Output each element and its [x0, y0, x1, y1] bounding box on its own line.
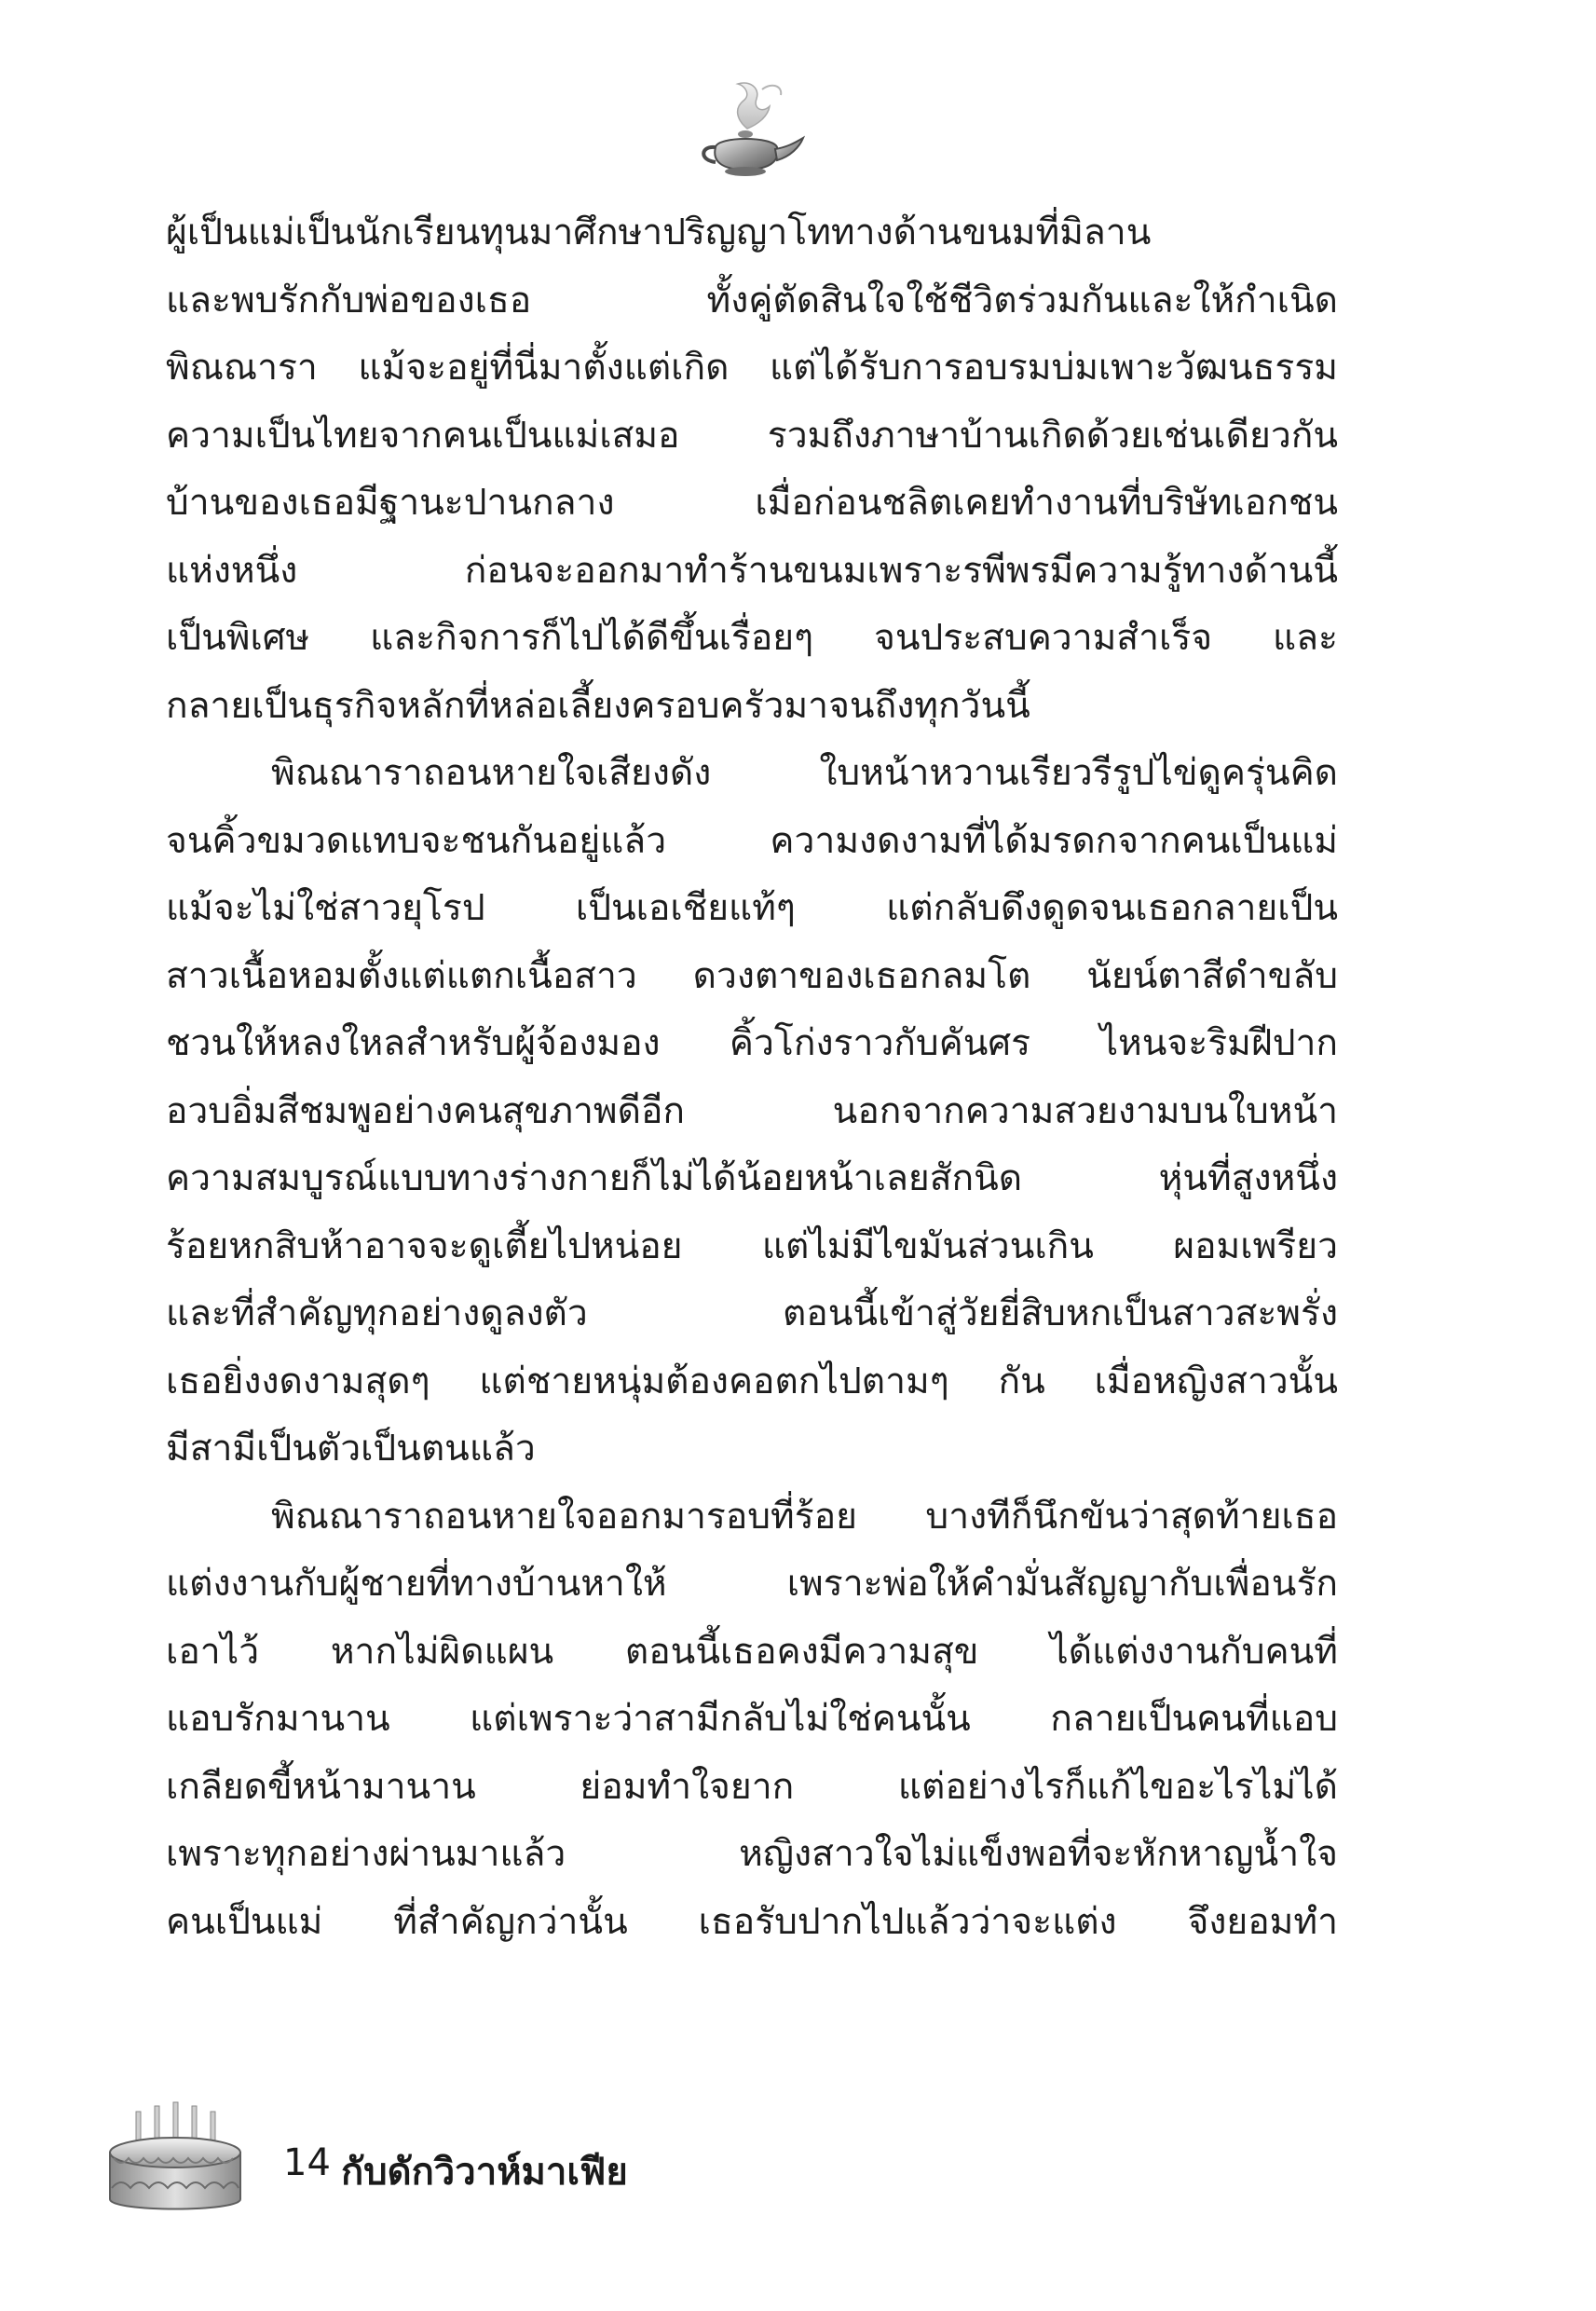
- text-line: จนคิ้วขมวดแทบจะชนกันอยู่แล้ว ความงดงามที่ได้มรดกจากคนเป็นแม่: [166, 819, 1338, 862]
- text-line: สาวเนื้อหอมตั้งแต่แตกเนื้อสาว ดวงตาของเธอกลมโต นัยน์ตาสีดำขลับ: [166, 954, 1338, 997]
- text-line: และพบรักกับพ่อของเธอ ทั้งคู่ตัดสินใจใช้ชีวิตร่วมกันและให้กำเนิด: [166, 279, 1338, 321]
- text-line: ความสมบูรณ์แบบทางร่างกายก็ไม่ได้น้อยหน้าเลยสักนิด หุ่นที่สูงหนึ่ง: [166, 1157, 1338, 1199]
- book-title: กับดักวิวาห์มาเฟีย: [341, 2151, 628, 2194]
- text-line: พิณณารา แม้จะอยู่ที่นี่มาตั้งแต่เกิด แต่ได้รับการอบรมบ่มเพาะวัฒนธรรม: [166, 347, 1338, 389]
- text-line: มีสามีเป็นตัวเป็นตนแล้ว: [166, 1428, 536, 1470]
- text-line: ผู้เป็นแม่เป็นนักเรียนทุนมาศึกษาปริญญาโททางด้านขนมที่มิลาน: [166, 212, 1152, 253]
- page-number: 14: [283, 2141, 331, 2184]
- text-line: แต่งงานกับผู้ชายที่ทางบ้านหาให้ เพราะพ่อให้คำมั่นสัญญากับเพื่อนรัก: [166, 1563, 1338, 1605]
- text-line: ร้อยหกสิบห้าอาจจะดูเตี้ยไปหน่อย แต่ไม่มีไขมันส่วนเกิน ผอมเพรียว: [166, 1224, 1338, 1267]
- text-line: พิณณาราถอนหายใจเสียงดัง ใบหน้าหวานเรียวรีรูปไข่ดูครุ่นคิด: [271, 752, 1338, 794]
- text-line: แห่งหนึ่ง ก่อนจะออกมาทำร้านขนมเพราะรพีพรมีความรู้ทางด้านนี้: [166, 549, 1338, 592]
- text-line: เกลียดขี้หน้ามานาน ย่อมทำใจยาก แต่อย่างไรก็แก้ไขอะไรไม่ได้: [166, 1765, 1338, 1808]
- text-line: บ้านของเธอมีฐานะปานกลาง เมื่อก่อนชลิตเคยทำงานที่บริษัทเอกชน: [166, 482, 1338, 524]
- text-line: ความเป็นไทยจากคนเป็นแม่เสมอ รวมถึงภาษาบ้านเกิดด้วยเช่นเดียวกัน: [166, 414, 1338, 457]
- text-line: คนเป็นแม่ ที่สำคัญกว่านั้น เธอรับปากไปแล้วว่าจะแต่ง จึงยอมทำ: [166, 1900, 1338, 1943]
- cake-icon: [101, 2095, 250, 2225]
- text-line: อวบอิ่มสีชมพูอย่างคนสุขภาพดีอีก นอกจากความสวยงามบนใบหน้า: [166, 1089, 1338, 1132]
- text-line: เอาไว้ หากไม่ผิดแผน ตอนนี้เธอคงมีความสุข ได้แต่งงานกับคนที่: [166, 1630, 1338, 1673]
- text-line: แม้จะไม่ใช่สาวยุโรป เป็นเอเชียแท้ๆ แต่กลับดึงดูดจนเธอกลายเป็น: [166, 887, 1338, 929]
- text-line: เป็นพิเศษ และกิจการก็ไปได้ดีขึ้นเรื่อยๆ จนประสบความสำเร็จ และ: [166, 617, 1338, 659]
- chapter-body-text: [166, 199, 1338, 1956]
- teapot-icon: [689, 73, 811, 185]
- text-line: แอบรักมานาน แต่เพราะว่าสามีกลับไม่ใช่คนนั้น กลายเป็นคนที่แอบ: [166, 1698, 1338, 1740]
- text-line: เธอยิ่งงดงามสุดๆ แต่ชายหนุ่มต้องคอตกไปตามๆ กัน เมื่อหญิงสาวนั้น: [166, 1360, 1338, 1402]
- page-footer: [101, 2095, 660, 2225]
- text-line: เพราะทุกอย่างผ่านมาแล้ว หญิงสาวใจไม่แข็งพอที่จะหักหาญน้ำใจ: [166, 1833, 1338, 1875]
- text-line: กลายเป็นธุรกิจหลักที่หล่อเลี้ยงครอบครัวมาจนถึงทุกวันนี้: [166, 684, 1030, 727]
- text-line: พิณณาราถอนหายใจออกมารอบที่ร้อย บางทีก็นึกขันว่าสุดท้ายเธอ: [271, 1495, 1338, 1538]
- text-line: ชวนให้หลงใหลสำหรับผู้จ้องมอง คิ้วโก่งราวกับคันศร ไหนจะริมฝีปาก: [166, 1022, 1338, 1064]
- text-line: และที่สำคัญทุกอย่างดูลงตัว ตอนนี้เข้าสู่วัยยี่สิบหกเป็นสาวสะพรั่ง: [166, 1292, 1338, 1334]
